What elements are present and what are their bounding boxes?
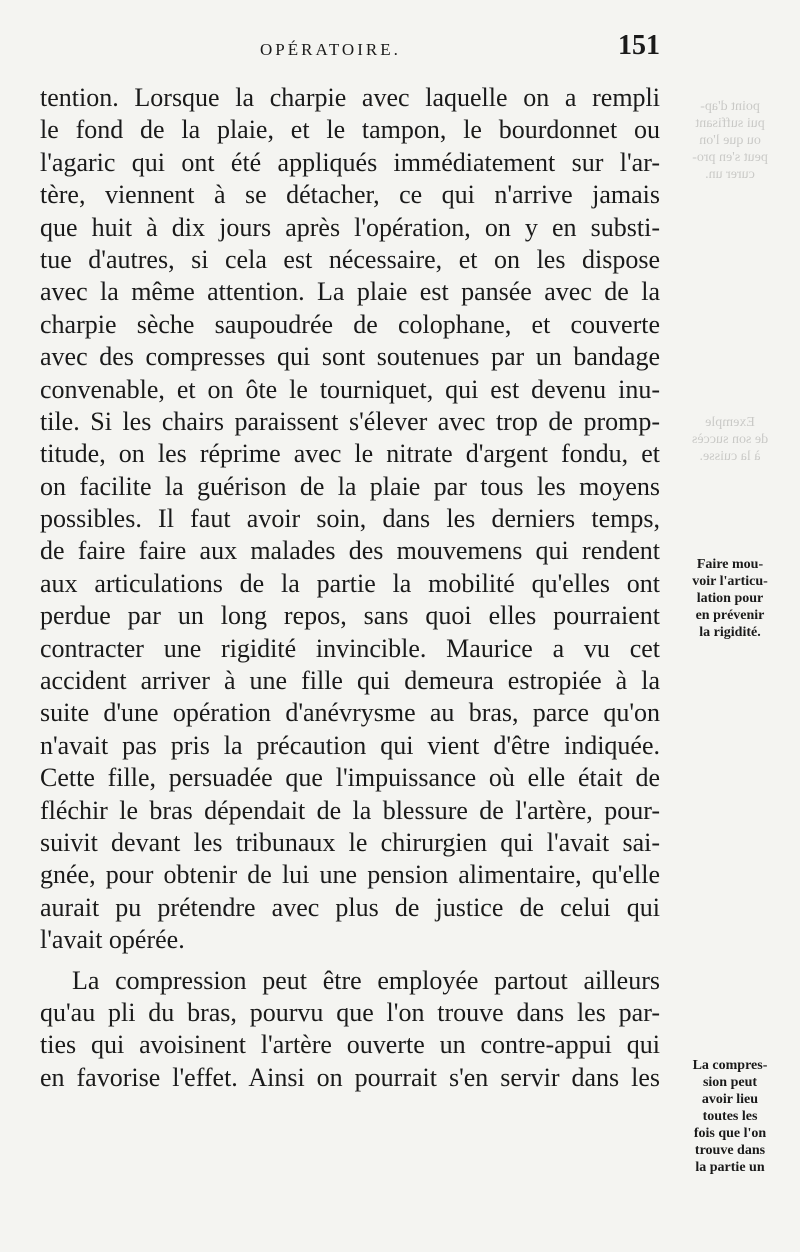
text-line: accident arriver à une fille qui demeura estropiée à la xyxy=(40,666,660,696)
text-line: Cette fille, persuadée que l'impuissance où elle était de xyxy=(40,763,660,793)
margin-note-line: fois que l'on xyxy=(693,1126,767,1141)
text-line: possibles. Il faut avoir soin, dans les derniers temps, xyxy=(40,504,660,534)
text-line: le fond de la plaie, et le tampon, le bourdonnet ou xyxy=(40,115,660,145)
bleed-line: curer un. xyxy=(705,167,755,182)
running-title: OPÉRATOIRE. xyxy=(260,40,401,59)
margin-note-line: la rigidité. xyxy=(699,625,761,640)
paragraph-gap xyxy=(40,957,660,965)
text-line: de faire faire aux malades des mouvemens qui rendent xyxy=(40,536,660,566)
margin-note-line: en prévenir xyxy=(695,608,765,623)
text-line: l'avait opérée. xyxy=(40,925,185,955)
text-line: aux articulations de la partie la mobilité qu'elles ont xyxy=(40,568,660,598)
text-line: tère, viennent à se détacher, ce qui n'arrive jamais xyxy=(40,180,660,210)
bleed-line: Exemple xyxy=(705,415,755,430)
text-line: titude, on les réprime avec le nitrate d'argent fondu, et xyxy=(40,439,660,469)
text-line: avec des compresses qui sont soutenues par un bandage xyxy=(40,342,660,372)
margin-note-line: avoir lieu xyxy=(701,1092,759,1107)
text-line: convenable, et on ôte le tourniquet, qui est devenu inu- xyxy=(40,374,660,404)
text-line: que huit à dix jours après l'opération, on y en substi- xyxy=(40,212,660,242)
bleed-line: pui suffisant xyxy=(695,116,765,131)
margin-note-line: voir l'articu- xyxy=(692,574,768,589)
bleed-through-text xyxy=(665,414,795,465)
text-line: suite d'une opération d'anévrysme au bras, parce qu'on xyxy=(40,698,660,728)
text-line: aurait pu prétendre avec plus de justice de celui qui xyxy=(40,892,660,922)
bleed-through-text xyxy=(665,98,795,183)
text-line: contracter une rigidité invincible. Maurice a vu cet xyxy=(40,633,660,663)
margin-note-line: Faire mou- xyxy=(696,557,764,572)
text-line: fléchir le bras dépendait de la blessure de l'artère, pour- xyxy=(40,795,660,825)
page-number: 151 xyxy=(618,30,660,61)
bleed-line: ou que l'on xyxy=(699,133,761,148)
page-header xyxy=(40,30,660,70)
margin-note-line: lation pour xyxy=(696,591,764,606)
text-line: gnée, pour obtenir de lui une pension alimentaire, qu'elle xyxy=(40,860,660,890)
text-line: suivit devant les tribunaux le chirurgien qui l'avait sai- xyxy=(40,827,660,857)
margin-note-compression xyxy=(668,1057,792,1176)
bleed-line: à la cuisse. xyxy=(699,449,761,464)
margin-note-rigidity xyxy=(668,556,792,641)
margin-note-line: sion peut xyxy=(702,1075,758,1090)
text-line: en favorise l'effet. Ainsi on pourrait s'en servir dans les xyxy=(40,1062,660,1092)
margin-note-line: trouve dans xyxy=(694,1143,766,1158)
bleed-line: peut s'en pro- xyxy=(692,150,768,165)
text-line: tue d'autres, si cela est nécessaire, et on les dispose xyxy=(40,244,660,274)
bleed-line: point d'ap- xyxy=(700,99,760,114)
bleed-line: de son succès xyxy=(691,432,769,447)
text-line: qu'au pli du bras, pourvu que l'on trouve dans les par- xyxy=(40,997,660,1027)
margin-note-line: la partie un xyxy=(695,1160,765,1175)
text-line: n'avait pas pris la précaution qui vient d'être indiquée. xyxy=(40,730,660,760)
text-line: perdue par un long repos, sans quoi elles pourraient xyxy=(40,601,660,631)
margin-note-line: La compres- xyxy=(692,1058,768,1073)
text-line: La compression peut être employée partout ailleurs xyxy=(72,965,660,995)
main-text xyxy=(40,82,660,1094)
text-line: on facilite la guérison de la plaie par tous les moyens xyxy=(40,471,660,501)
text-line: avec la même attention. La plaie est pansée avec de la xyxy=(40,277,660,307)
text-line: tention. Lorsque la charpie avec laquelle on a rempli xyxy=(40,83,660,112)
margin-note-line: toutes les xyxy=(702,1109,758,1124)
text-line: charpie sèche saupoudrée de colophane, et couverte xyxy=(40,309,660,339)
text-line: ties qui avoisinent l'artère ouverte un contre-appui qui xyxy=(40,1030,660,1060)
text-line: tile. Si les chairs paraissent s'élever avec trop de promp- xyxy=(40,406,660,436)
text-line: l'agaric qui ont été appliqués immédiatement sur l'ar- xyxy=(40,147,660,177)
